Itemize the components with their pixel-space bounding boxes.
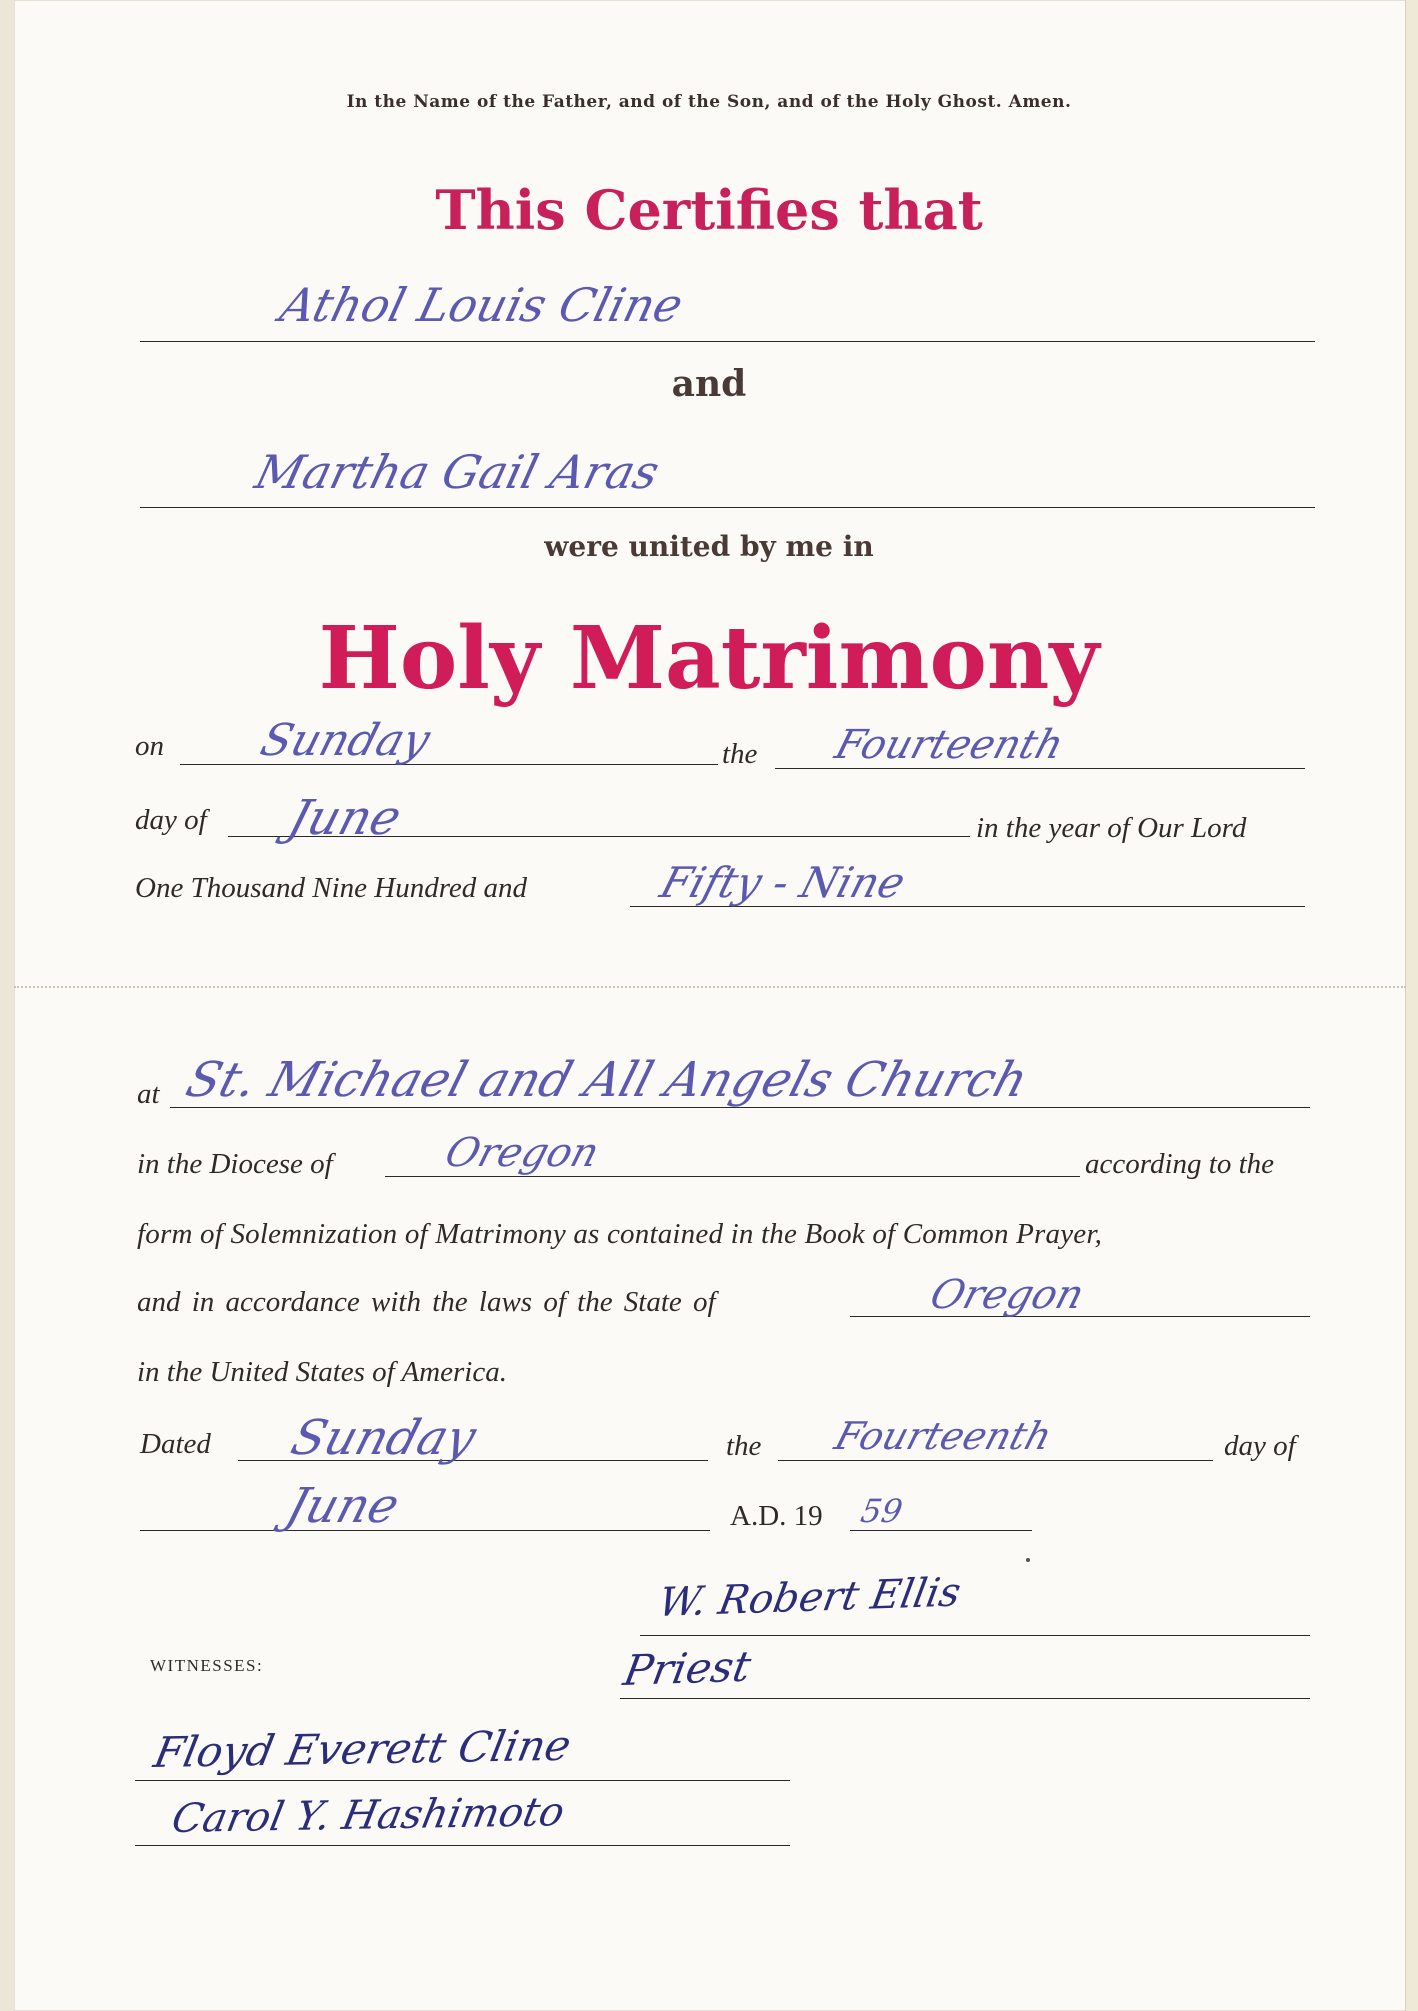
form-text: form of Solemnization of Matrimony as contained in the Book of Common Prayer, — [137, 1218, 1103, 1250]
left-page-edge — [0, 0, 15, 2011]
dated-month-line — [140, 1530, 710, 1531]
year-label: in the year of Our Lord — [976, 812, 1247, 844]
witness-2-signature: Carol Y. Hashimoto — [168, 1789, 569, 1842]
witness-1-line — [135, 1780, 790, 1781]
ink-dot — [1026, 1558, 1030, 1562]
church-name: St. Michael and All Angels Church — [180, 1052, 1035, 1108]
witnesses-label: WITNESSES: — [150, 1656, 264, 1675]
ordinal-line — [775, 768, 1305, 769]
according-label: according to the — [1085, 1148, 1274, 1180]
officiant-title-line — [620, 1698, 1310, 1699]
witness-2-line — [135, 1845, 790, 1846]
ceremony-ordinal-day: Fourteenth — [830, 722, 1069, 768]
on-label: on — [135, 730, 164, 762]
dated-the-label: the — [726, 1430, 762, 1462]
usa-text: in the United States of America. — [137, 1356, 507, 1388]
dated-ordinal-day: Fourteenth — [830, 1414, 1057, 1458]
ceremony-month: June — [282, 790, 408, 846]
dated-label: Dated — [140, 1428, 211, 1460]
ceremony-year-words: Fifty - Nine — [655, 858, 911, 907]
diocese-label: in the Diocese of — [137, 1148, 333, 1180]
ceremony-weekday: Sunday — [255, 715, 436, 766]
state-name: Oregon — [925, 1272, 1090, 1318]
officiant-title: Priest — [620, 1641, 755, 1695]
and-word: and — [671, 363, 747, 405]
diocese-name: Oregon — [440, 1130, 605, 1176]
day-of-label: day of — [135, 804, 207, 836]
year-suffix-line — [850, 1530, 1032, 1531]
right-page-edge — [1405, 0, 1418, 2011]
holy-matrimony-heading: Holy Matrimony — [318, 608, 1100, 709]
bride-line — [140, 507, 1315, 508]
state-line — [850, 1316, 1310, 1317]
bride-name: Martha Gail Aras — [250, 445, 665, 499]
fold-perforation — [14, 986, 1406, 988]
officiant-signature: W. Robert Ellis — [655, 1569, 965, 1626]
at-label: at — [137, 1078, 160, 1110]
dated-day-of-label: day of — [1224, 1430, 1296, 1462]
dated-weekday: Sunday — [285, 1410, 483, 1466]
laws-label: and in accordance with the laws of the State of — [137, 1286, 716, 1318]
the-label: the — [722, 738, 758, 770]
century-label: One Thousand Nine Hundred and — [135, 872, 528, 904]
groom-name: Athol Louis Cline — [275, 278, 689, 332]
witness-1-signature: Floyd Everett Cline — [150, 1720, 576, 1777]
dated-year-suffix: 59 — [858, 1492, 906, 1530]
groom-line — [140, 341, 1315, 342]
certificate-sheet — [14, 0, 1406, 2011]
diocese-line — [385, 1176, 1080, 1177]
certificate-title: This Certifies that — [435, 178, 983, 242]
dated-ordinal-line — [778, 1460, 1213, 1461]
ad-label: A.D. 19 — [730, 1500, 823, 1532]
dated-month: June — [280, 1478, 406, 1534]
united-phrase: were united by me in — [544, 530, 874, 563]
officiant-line — [640, 1635, 1310, 1636]
invocation-line: In the Name of the Father, and of the Son, and of the Holy Ghost. Amen. — [346, 92, 1072, 112]
